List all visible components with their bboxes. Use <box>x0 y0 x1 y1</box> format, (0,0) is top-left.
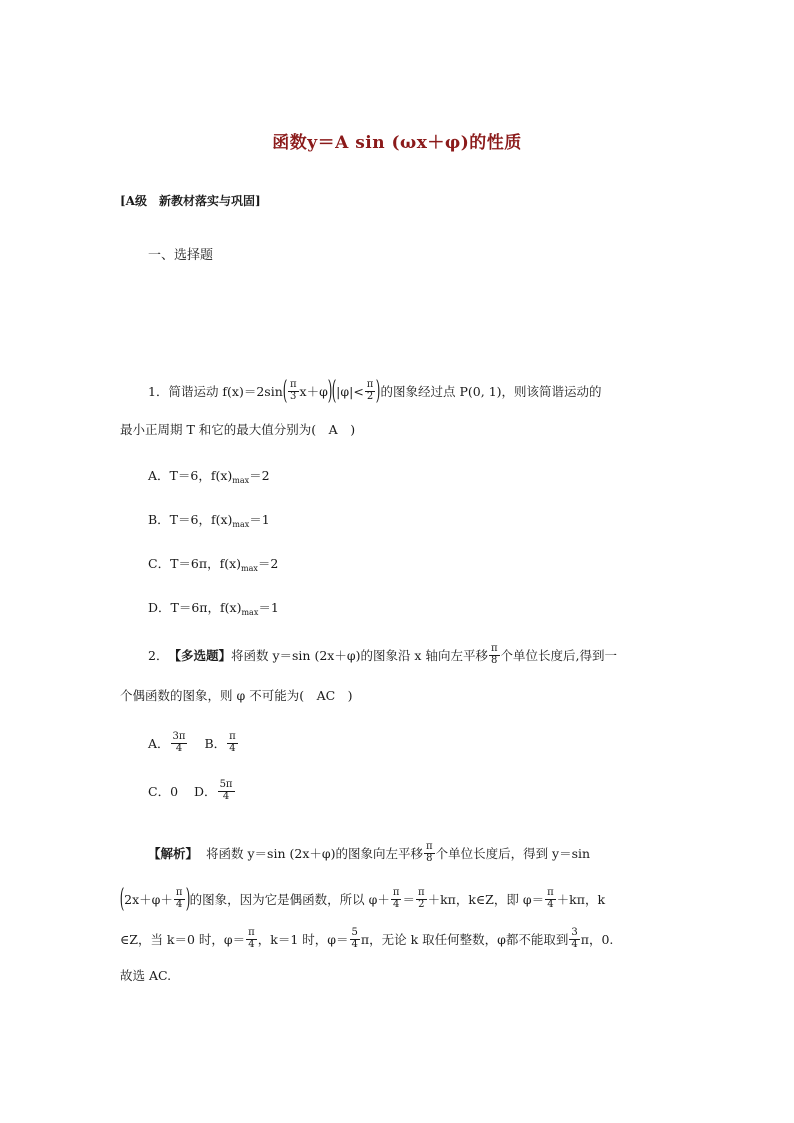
analysis-l2-b: 的图象，因为它是偶函数，所以 φ＋ <box>189 892 390 907</box>
q2-line2: 个偶函数的图象，则 φ 不可能为( AC ) <box>120 688 353 703</box>
level-header: [A级 新教材落实与巩固] <box>120 194 261 208</box>
fraction-pi-over-2: $\frac{\pi}{2}$ <box>417 887 425 910</box>
analysis-line3 <box>120 924 613 954</box>
page-title: 函数y＝A sin (ωx＋φ)的性质 <box>272 133 522 153</box>
q2-text-a: 将函数 y＝sin (2x＋φ)的图象沿 x 轴向左平移 <box>230 648 488 663</box>
q2-option-d: D． <box>194 784 217 799</box>
q1-abs-phi: |φ|< <box>336 383 364 399</box>
fraction-3pi-over-4: $\frac{3\pi}{4}$ <box>172 731 186 754</box>
q1-line2: 最小正周期 T 和它的最大值分别为( A ) <box>120 422 356 437</box>
analysis-line1 <box>148 838 590 868</box>
q2-number: 2． <box>148 648 169 663</box>
fraction-pi-over-8: $\frac{\pi}{8}$ <box>426 841 433 864</box>
q2-text-b: 个单位长度后,得到一 <box>500 648 618 663</box>
section-heading: 一、选择题 <box>148 248 214 263</box>
fraction-pi-over-8: $\frac{\pi}{8}$ <box>490 643 498 666</box>
q1-line1 <box>148 376 602 406</box>
analysis-l2-c: ＝ <box>402 892 415 907</box>
right-paren: ) <box>327 376 333 406</box>
q1-option-b: B．T＝6，$f(x)_{max}=1$ <box>148 512 270 529</box>
q2-option-a: A． <box>148 736 170 751</box>
analysis-line2 <box>120 884 605 914</box>
fraction-pi-over-3: $\frac{\pi}{3}$ <box>289 379 297 402</box>
q1-text-a: 1．简谐运动 f(x)＝2sin <box>148 384 283 399</box>
analysis-l3-a: ∈Z，当 k＝0 时，φ＝ <box>120 932 246 947</box>
analysis-l2-d: ＋kπ，k∈Z，即 φ＝ <box>427 892 545 907</box>
analysis-l2-a: 2x＋φ＋ <box>124 892 173 907</box>
fraction-pi-over-2: $\frac{\pi}{2}$ <box>366 379 374 402</box>
q2-option-b: B． <box>204 736 227 751</box>
left-paren: ( <box>282 376 288 406</box>
fraction-pi-over-4: $\frac{\pi}{4}$ <box>392 887 400 910</box>
q1-x-plus-phi: x＋φ <box>299 384 328 399</box>
analysis-text-a: 将函数 y＝sin (2x＋φ)的图象向左平移 <box>206 846 423 861</box>
analysis-l3-c: π，无论 k 取任何整数，φ都不能取到 <box>360 932 569 947</box>
q2-options-ab <box>148 728 239 758</box>
q1-option-a: A．T＝6，$f(x)_{max}=2$ <box>148 468 270 485</box>
left-paren: ( <box>119 884 125 914</box>
right-paren: ) <box>376 376 381 406</box>
q1-option-c: C．T＝6π，$f(x)_{max}=2$ <box>148 556 279 573</box>
right-paren: ) <box>185 884 190 914</box>
fraction-3-over-4: $\frac{3}{4}$ <box>571 927 578 950</box>
fraction-5-over-4: $\frac{5}{4}$ <box>351 927 358 950</box>
analysis-line4: 故选 AC. <box>120 968 172 983</box>
left-paren: ( <box>331 376 337 406</box>
fraction-pi-over-4: $\frac{\pi}{4}$ <box>248 927 255 950</box>
analysis-l2-e: ＋kπ，k <box>556 892 606 907</box>
fraction-pi-over-4: $\frac{\pi}{4}$ <box>547 887 554 910</box>
fraction-pi-over-4: $\frac{\pi}{4}$ <box>229 731 236 754</box>
analysis-tag: 【解析】 <box>148 846 199 861</box>
fraction-pi-over-4: $\frac{\pi}{4}$ <box>175 887 183 910</box>
fraction-5pi-over-4: $\frac{5\pi}{4}$ <box>219 779 233 802</box>
analysis-text-b: 个单位长度后，得到 y＝sin <box>435 846 591 861</box>
q1-text-b: 的图象经过点 P(0, 1)，则该简谐运动的 <box>380 384 602 399</box>
q2-tag: 【多选题】 <box>168 648 231 663</box>
q1-option-d: D．T＝6π，$f(x)_{max}=1$ <box>148 600 279 617</box>
q2-option-c: C．0 <box>148 784 179 799</box>
q2-line1 <box>148 640 617 670</box>
analysis-l3-d: π，0. <box>580 932 614 947</box>
analysis-l3-b: ，k＝1 时，φ＝ <box>257 932 349 947</box>
q2-options-cd <box>148 776 236 806</box>
